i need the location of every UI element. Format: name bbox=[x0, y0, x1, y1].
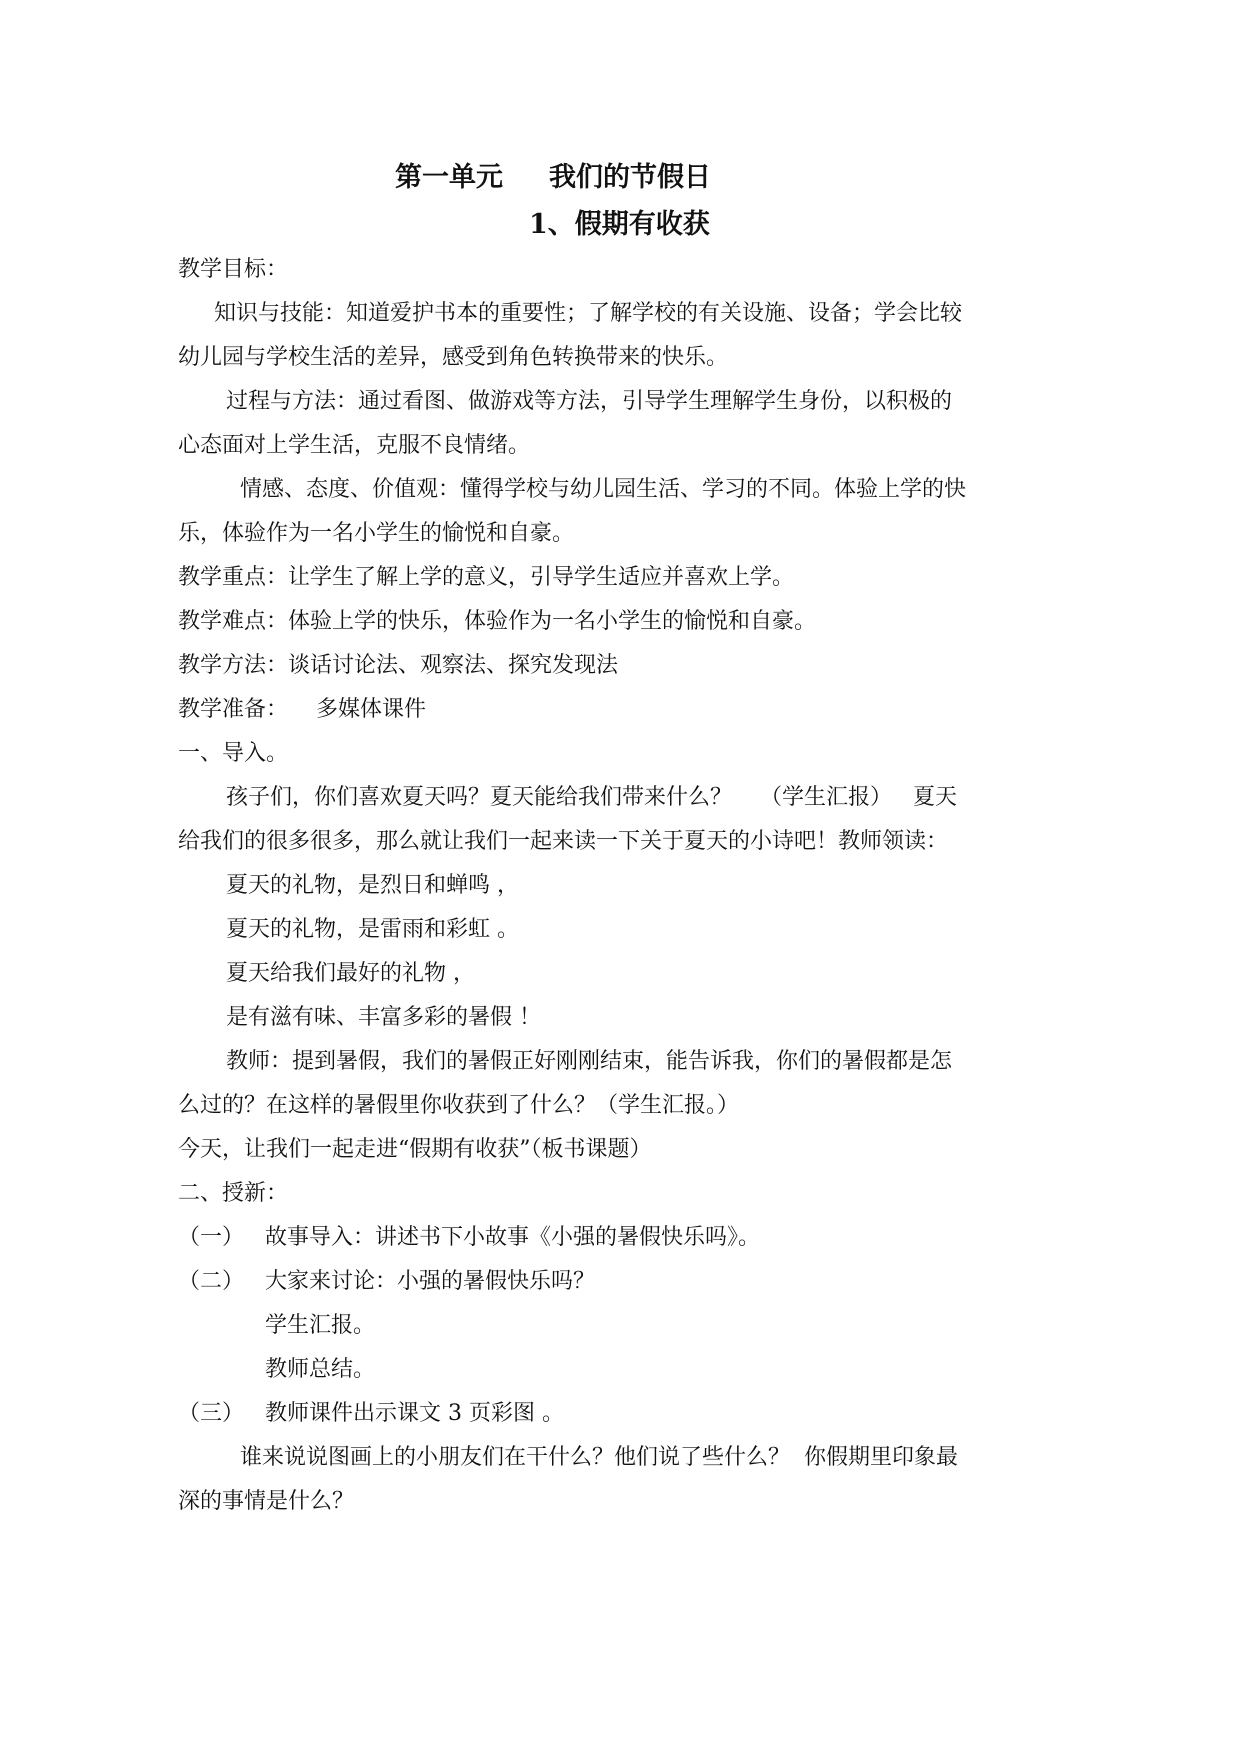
objective-emotion-line1: 情感、态度、价值观：懂得学校与幼儿园生活、学习的不同。体验上学的快 bbox=[240, 477, 967, 502]
objectives-heading: 教学目标： bbox=[178, 257, 289, 282]
key-point: 教学重点：让学生了解上学的意义，引导学生适应并喜欢上学。 bbox=[178, 565, 795, 590]
section1-heading: 一、导入。 bbox=[178, 741, 289, 766]
objective-emotion-line2: 乐，体验作为一名小学生的愉悦和自豪。 bbox=[178, 521, 575, 546]
teaching-method: 教学方法：谈话讨论法、观察法、探究发现法 bbox=[178, 653, 619, 678]
lesson-title: 1、假期有收获 bbox=[529, 209, 710, 240]
section2-item2-sub1: 学生汇报。 bbox=[265, 1313, 376, 1338]
unit-name: 我们的节假日 bbox=[549, 162, 711, 193]
teacher-para-line1: 教师：提到暑假，我们的暑假正好刚刚结束，能告诉我，你们的暑假都是怎 bbox=[226, 1049, 953, 1074]
poem-line1: 夏天的礼物，是烈日和蝉鸣 ， bbox=[226, 873, 519, 898]
teacher-para-line2: 么过的？在这样的暑假里你收获到了什么？（学生汇报。） bbox=[178, 1093, 740, 1118]
poem-line4: 是有滋有味、丰富多彩的暑假 ！ bbox=[226, 1005, 541, 1030]
unit-title bbox=[395, 155, 711, 194]
teaching-preparation: 教学准备： 多媒体课件 bbox=[178, 697, 426, 722]
picture-question-line2: 深的事情是什么？ bbox=[178, 1489, 355, 1514]
difficulty: 教学难点：体验上学的快乐，体验作为一名小学生的愉悦和自豪。 bbox=[178, 609, 817, 634]
section2-item3: （三） 教师课件出示课文 3 页彩图 。 bbox=[178, 1401, 564, 1426]
picture-question-line1: 谁来说说图画上的小朋友们在干什么？他们说了些什么？ 你假期里印象最 bbox=[240, 1445, 958, 1470]
lesson-intro-line: 今天，让我们一起走进“假期有收获”（板书课题） bbox=[178, 1137, 652, 1162]
unit-label: 第一单元 bbox=[395, 162, 503, 193]
section2-item1: （一） 故事导入：讲述书下小故事《小强的暑假快乐吗》。 bbox=[178, 1225, 760, 1250]
poem-line2: 夏天的礼物，是雷雨和彩虹 。 bbox=[226, 917, 519, 942]
section2-item2: （二） 大家来讨论：小强的暑假快乐吗？ bbox=[178, 1269, 595, 1294]
section2-item2-sub2: 教师总结。 bbox=[265, 1357, 376, 1382]
poem-line3: 夏天给我们最好的礼物 ， bbox=[226, 961, 475, 986]
objective-knowledge-line1: 知识与技能：知道爱护书本的重要性；了解学校的有关设施、设备；学会比较 bbox=[214, 301, 963, 326]
objective-process-line1: 过程与方法：通过看图、做游戏等方法，引导学生理解学生身份，以积极的 bbox=[226, 389, 953, 414]
objective-process-line2: 心态面对上学生活，克服不良情绪。 bbox=[178, 433, 531, 458]
objective-knowledge-line2: 幼儿园与学校生活的差异，感受到角色转换带来的快乐。 bbox=[178, 345, 729, 370]
intro-para-line2: 给我们的很多很多，那么就让我们一起来读一下关于夏天的小诗吧！教师领读： bbox=[178, 829, 949, 854]
intro-para-line1: 孩子们，你们喜欢夏天吗？夏天能给我们带来什么？ （学生汇报） 夏天 bbox=[226, 785, 957, 810]
section2-heading: 二、授新： bbox=[178, 1181, 289, 1206]
